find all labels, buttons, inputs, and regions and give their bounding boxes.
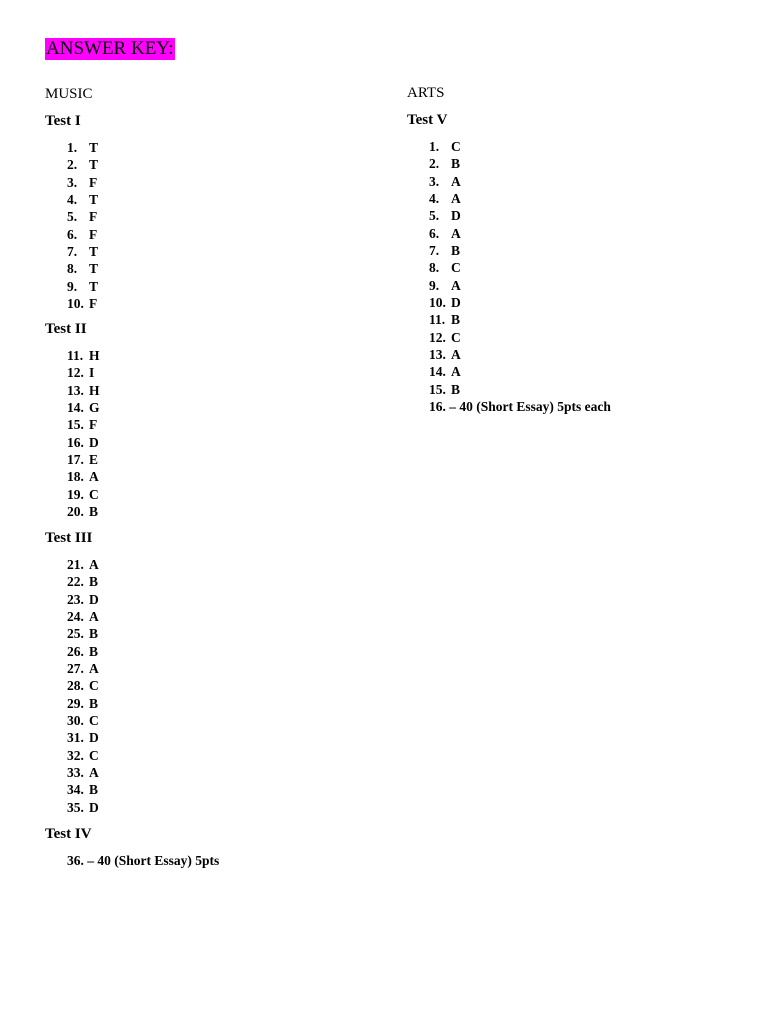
answer-value: B <box>451 156 461 172</box>
answer-number: 9. <box>67 278 78 294</box>
answer-number: 29. <box>67 695 84 711</box>
answer-value: B <box>89 695 99 711</box>
answer-item <box>67 608 99 625</box>
answer-value: C <box>89 747 99 763</box>
answer-number: 1. <box>429 139 440 154</box>
answer-item <box>67 729 99 746</box>
answer-value: A <box>89 661 99 677</box>
answer-value: H <box>89 382 100 398</box>
answer-value: D <box>89 434 99 450</box>
answer-value: T <box>89 140 99 155</box>
answer-item <box>67 295 98 312</box>
answer-number: 6. <box>67 226 78 242</box>
answer-number: 7. <box>429 243 440 259</box>
subject-heading-music: MUSIC <box>45 86 93 102</box>
answer-value: A <box>89 765 99 781</box>
test-heading-5: Test V <box>407 112 448 128</box>
answer-value: B <box>89 643 99 659</box>
answer-number: 21. <box>67 557 84 572</box>
answer-number: 33. <box>67 765 84 781</box>
answer-item <box>67 712 99 729</box>
answer-item <box>429 381 461 398</box>
answer-value: C <box>89 713 99 729</box>
test-heading-3: Test III <box>45 530 93 546</box>
answer-number: 14. <box>429 364 446 380</box>
answer-list-test-3 <box>67 556 99 816</box>
answer-number: 4. <box>67 192 78 208</box>
answer-value: C <box>89 486 99 502</box>
answer-value: A <box>451 364 461 380</box>
answer-value: B <box>89 574 99 590</box>
answer-number: 13. <box>67 382 84 398</box>
answer-value: A <box>451 347 461 363</box>
answer-value: G <box>89 400 100 416</box>
answer-item <box>67 660 99 677</box>
answer-value: B <box>451 243 461 259</box>
answer-number: 30. <box>67 713 84 729</box>
answer-number: 32. <box>67 747 84 763</box>
answer-item <box>429 311 461 328</box>
answer-value: C <box>451 329 461 345</box>
answer-item <box>429 207 461 224</box>
essay-note-test-4: 36. – 40 (Short Essay) 5pts <box>67 853 220 868</box>
answer-value: F <box>89 417 98 433</box>
answer-number: 12. <box>67 365 84 381</box>
answer-number: 3. <box>429 173 440 189</box>
answer-value: B <box>451 312 461 328</box>
answer-item <box>67 556 99 573</box>
answer-item <box>429 294 461 311</box>
answer-list-test-1 <box>67 139 98 312</box>
answer-value: A <box>89 557 99 572</box>
answer-value: F <box>89 209 98 225</box>
answer-item <box>67 174 98 191</box>
answer-number: 28. <box>67 678 84 694</box>
answer-item <box>67 747 99 764</box>
answer-item <box>429 242 461 259</box>
answer-list-test-2 <box>67 347 100 520</box>
answer-number: 2. <box>429 156 440 172</box>
answer-value: C <box>89 678 99 694</box>
answer-value: A <box>451 173 461 189</box>
answer-item <box>67 591 99 608</box>
answer-number: 18. <box>67 469 84 485</box>
answer-value: A <box>89 609 99 625</box>
answer-number: 17. <box>67 452 84 468</box>
answer-number: 34. <box>67 782 84 798</box>
test-heading-1: Test I <box>45 113 81 129</box>
answer-value: D <box>89 799 99 815</box>
answer-item <box>429 155 461 172</box>
answer-item <box>67 799 99 816</box>
answer-number: 5. <box>429 208 440 224</box>
answer-item <box>429 329 461 346</box>
answer-item <box>67 347 100 364</box>
answer-value: C <box>451 139 461 154</box>
answer-value: T <box>89 261 99 277</box>
answer-value: H <box>89 348 100 363</box>
answer-number: 4. <box>429 191 440 207</box>
test-heading-4: Test IV <box>45 826 92 842</box>
answer-value: T <box>89 278 99 294</box>
answer-item <box>67 764 99 781</box>
answer-item <box>67 695 99 712</box>
answer-number: 14. <box>67 400 84 416</box>
answer-number: 16. <box>67 434 84 450</box>
answer-number: 15. <box>67 417 84 433</box>
answer-item <box>67 486 100 503</box>
answer-number: 9. <box>429 277 440 293</box>
answer-value: F <box>89 226 98 242</box>
answer-item <box>67 208 98 225</box>
answer-value: D <box>451 208 461 224</box>
answer-number: 12. <box>429 329 446 345</box>
answer-item <box>67 364 100 381</box>
answer-item <box>67 434 100 451</box>
answer-value: B <box>451 381 461 397</box>
answer-number: 35. <box>67 799 84 815</box>
answer-number: 11. <box>429 312 446 328</box>
answer-number: 20. <box>67 504 84 520</box>
answer-value: B <box>89 626 99 642</box>
answer-value: T <box>89 244 99 260</box>
answer-value: F <box>89 174 98 190</box>
answer-item <box>67 416 100 433</box>
answer-number: 2. <box>67 157 78 173</box>
answer-number: 7. <box>67 244 78 260</box>
answer-value: B <box>89 504 99 520</box>
answer-value: A <box>451 191 461 207</box>
answer-item <box>429 277 461 294</box>
answer-number: 6. <box>429 225 440 241</box>
answer-number: 15. <box>429 381 446 397</box>
answer-item <box>67 226 98 243</box>
answer-item <box>67 573 99 590</box>
answer-number: 22. <box>67 574 84 590</box>
answer-number: 5. <box>67 209 78 225</box>
answer-number: 24. <box>67 609 84 625</box>
answer-item <box>67 625 99 642</box>
answer-item <box>67 382 100 399</box>
page-title: ANSWER KEY: <box>46 38 174 59</box>
answer-value: D <box>89 591 99 607</box>
answer-item <box>67 260 98 277</box>
answer-number: 31. <box>67 730 84 746</box>
answer-item <box>429 259 461 276</box>
answer-item <box>429 346 461 363</box>
answer-number: 26. <box>67 643 84 659</box>
answer-number: 10. <box>429 295 446 311</box>
answer-item <box>67 451 100 468</box>
answer-list-test-5 <box>429 138 461 398</box>
answer-value: E <box>89 452 99 468</box>
subject-heading-arts: ARTS <box>407 85 445 101</box>
answer-item <box>67 468 100 485</box>
answer-number: 8. <box>429 260 440 276</box>
answer-number: 1. <box>67 140 78 155</box>
answer-number: 8. <box>67 261 78 277</box>
essay-note-test-5: 16. – 40 (Short Essay) 5pts each <box>429 399 611 414</box>
answer-item <box>67 243 98 260</box>
answer-item <box>67 191 98 208</box>
answer-value: B <box>89 782 99 798</box>
answer-value: D <box>89 730 99 746</box>
answer-item <box>429 138 461 155</box>
answer-value: A <box>89 469 99 485</box>
answer-value: A <box>451 277 461 293</box>
answer-item <box>67 677 99 694</box>
answer-item <box>67 643 99 660</box>
answer-value: T <box>89 192 99 208</box>
answer-item <box>429 363 461 380</box>
answer-item <box>67 781 99 798</box>
answer-number: 23. <box>67 591 84 607</box>
answer-number: 3. <box>67 174 78 190</box>
answer-value: T <box>89 157 99 173</box>
answer-item <box>67 503 100 520</box>
answer-item <box>429 190 461 207</box>
answer-number: 10. <box>67 296 84 312</box>
answer-value: A <box>451 225 461 241</box>
answer-item <box>429 225 461 242</box>
answer-number: 11. <box>67 348 84 363</box>
answer-number: 25. <box>67 626 84 642</box>
answer-number: 19. <box>67 486 84 502</box>
answer-value: C <box>451 260 461 276</box>
answer-value: D <box>451 295 461 311</box>
answer-item <box>67 278 98 295</box>
answer-item <box>429 173 461 190</box>
answer-item <box>67 156 98 173</box>
answer-item <box>67 399 100 416</box>
test-heading-2: Test II <box>45 321 87 337</box>
answer-item <box>67 139 98 156</box>
answer-value: F <box>89 296 98 312</box>
answer-value: I <box>89 365 95 381</box>
answer-number: 27. <box>67 661 84 677</box>
answer-number: 13. <box>429 347 446 363</box>
